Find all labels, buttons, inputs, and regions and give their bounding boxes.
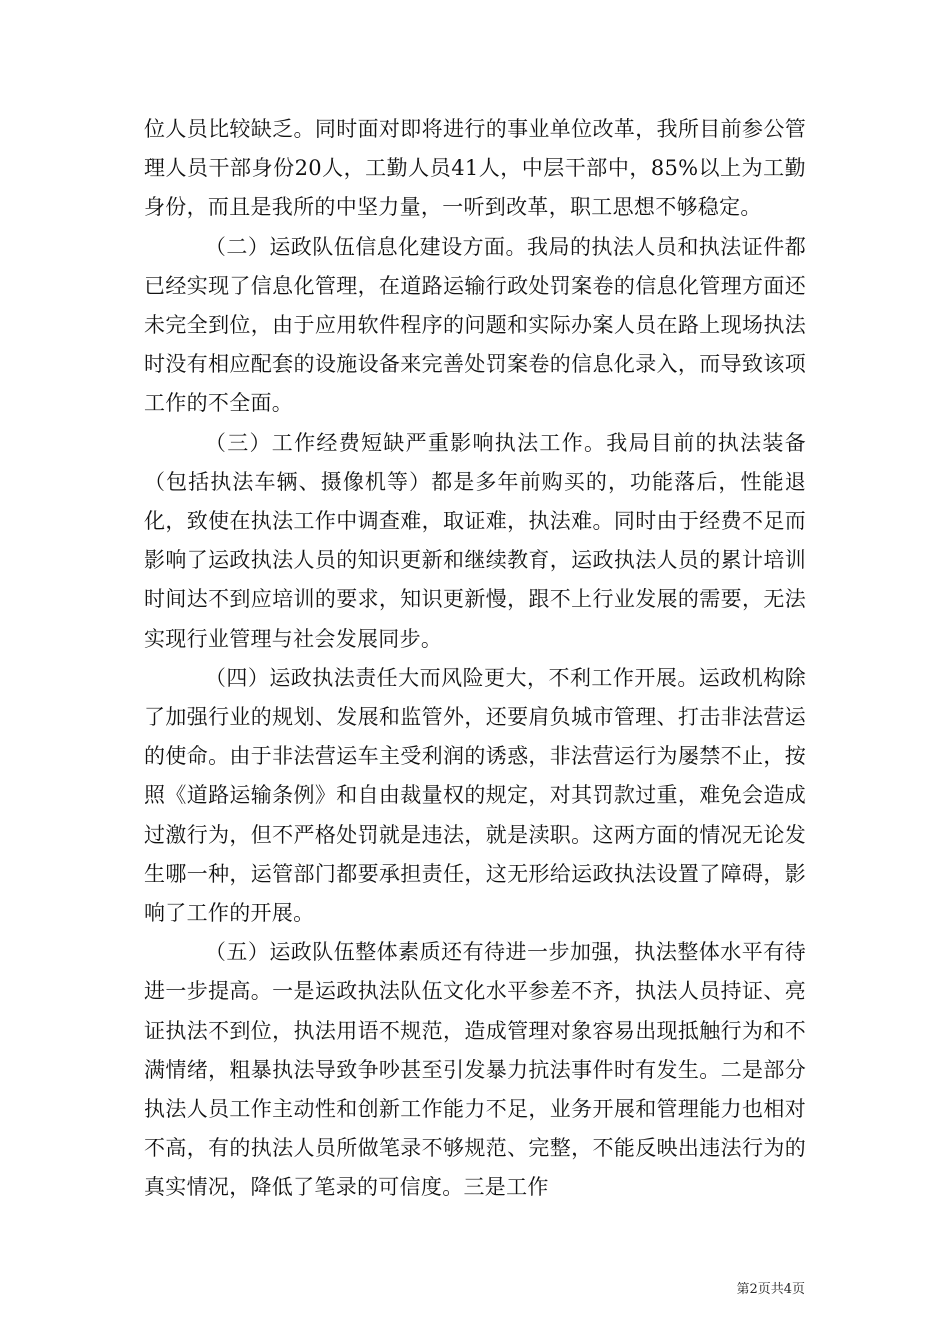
paragraph-1: 位人员比较缺乏。同时面对即将进行的事业单位改革，我所目前参公管理人员干部身份20人，工勤人员41人，中层干部中，85%以上为工勤身份，而且是我所的中坚力量，一听到改革，职工思想不够稳定。 (144, 117, 806, 220)
page-number-footer: 第2页共4页 (736, 1282, 805, 1297)
paragraph-3: （三）工作经费短缺严重影响执法工作。我局目前的执法装备（包括执法车辆、摄像机等）都是多年前购买的，功能落后，性能退化，致使在执法工作中调查难，取证难，执法难。同时由于经费不足而影响了运政执法人员的知识更新和继续教育，运政执法人员的累计培训时间达不到应培训的要求，知识更新慢，跟不上行业发展的需要，无法实现行业管理与社会发展同步。 (144, 430, 806, 651)
paragraph-5: （五）运政队伍整体素质还有待进一步加强，执法整体水平有待进一步提高。一是运政执法队伍文化水平参差不齐，执法人员持证、亮证执法不到位，执法用语不规范，造成管理对象容易出现抵触行为和不满情绪，粗暴执法导致争吵甚至引发暴力抗法事件时有发生。二是部分执法人员工作主动性和创新工作能力不足，业务开展和管理能力也相对不高，有的执法人员所做笔录不够规范、完整，不能反映出违法行为的真实情况，降低了笔录的可信度。三是工作 (144, 940, 806, 1200)
document-body (144, 110, 806, 1208)
paragraph-2: （二）运政队伍信息化建设方面。我局的执法人员和执法证件都已经实现了信息化管理，在道路运输行政处罚案卷的信息化管理方面还未完全到位，由于应用软件程序的问题和实际办案人员在路上现场执法时没有相应配套的设施设备来完善处罚案卷的信息化录入，而导致该项工作的不全面。 (144, 234, 806, 416)
paragraph-4: （四）运政执法责任大而风险更大，不利工作开展。运政机构除了加强行业的规划、发展和监管外，还要肩负城市管理、打击非法营运的使命。由于非法营运车主受利润的诱惑，非法营运行为屡禁不止，按照《道路运输条例》和自由裁量权的规定，对其罚款过重，难免会造成过激行为，但不严格处罚就是违法，就是渎职。这两方面的情况无论发生哪一种，运管部门都要承担责任，这无形给运政执法设置了障碍，影响了工作的开展。 (144, 665, 806, 926)
